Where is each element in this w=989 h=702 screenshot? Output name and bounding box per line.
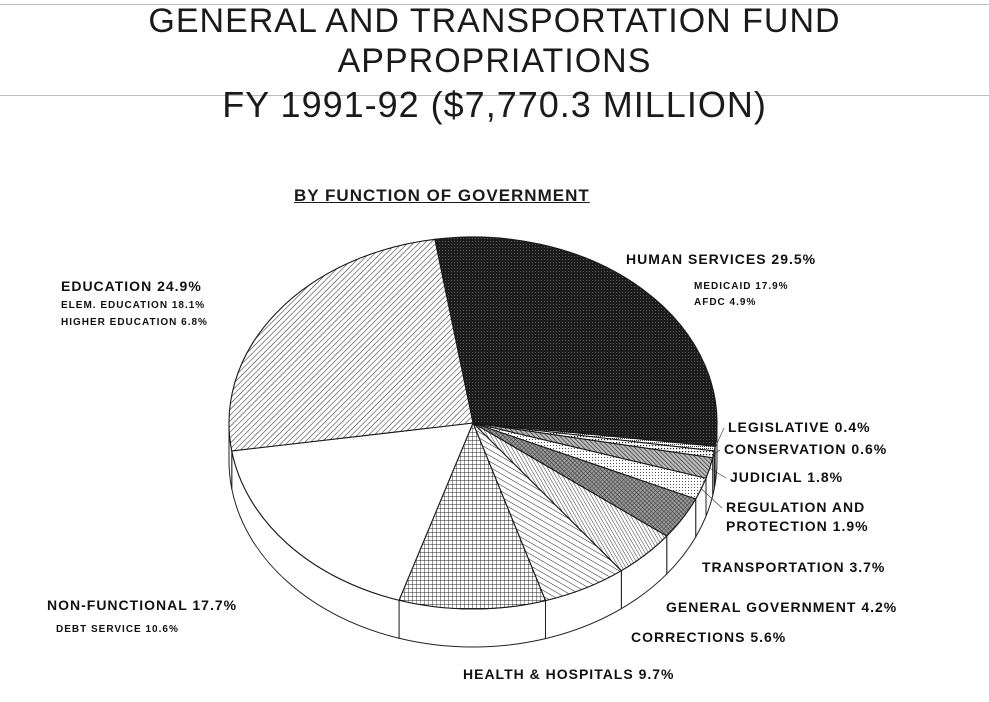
label-education: EDUCATION 24.9%	[61, 278, 202, 294]
label-health-hospitals: HEALTH & HOSPITALS 9.7%	[463, 666, 675, 682]
slice-human-services-29-5	[435, 237, 717, 446]
label-general-government: GENERAL GOVERNMENT 4.2%	[666, 599, 898, 615]
label-human-services: HUMAN SERVICES 29.5%	[626, 251, 817, 267]
chart-title-line-2: APPROPRIATIONS	[337, 42, 652, 80]
slice-education-24-9	[229, 239, 473, 451]
label-corrections: CORRECTIONS 5.6%	[631, 629, 787, 645]
label-conservation: CONSERVATION 0.6%	[724, 441, 888, 457]
label-debt-service: DEBT SERVICE 10.6%	[56, 624, 179, 635]
label-regulation-line-2: PROTECTION 1.9%	[726, 518, 869, 534]
label-regulation-line-1: REGULATION AND	[726, 499, 866, 515]
label-medicaid: MEDICAID 17.9%	[694, 281, 789, 292]
chart-title-line-3: FY 1991-92 ($7,770.3 MILLION)	[222, 84, 767, 125]
pie-slices	[229, 237, 717, 609]
label-afdc: AFDC 4.9%	[694, 297, 757, 308]
label-elem-education: ELEM. EDUCATION 18.1%	[61, 300, 206, 311]
label-legislative: LEGISLATIVE 0.4%	[728, 419, 871, 435]
label-judicial: JUDICIAL 1.8%	[730, 469, 844, 485]
chart-subtitle: BY FUNCTION OF GOVERNMENT	[294, 186, 590, 205]
label-higher-education: HIGHER EDUCATION 6.8%	[61, 317, 208, 328]
label-transportation: TRANSPORTATION 3.7%	[702, 559, 886, 575]
label-non-functional: NON-FUNCTIONAL 17.7%	[47, 597, 238, 613]
chart-title-line-1: GENERAL AND TRANSPORTATION FUND	[148, 2, 841, 40]
